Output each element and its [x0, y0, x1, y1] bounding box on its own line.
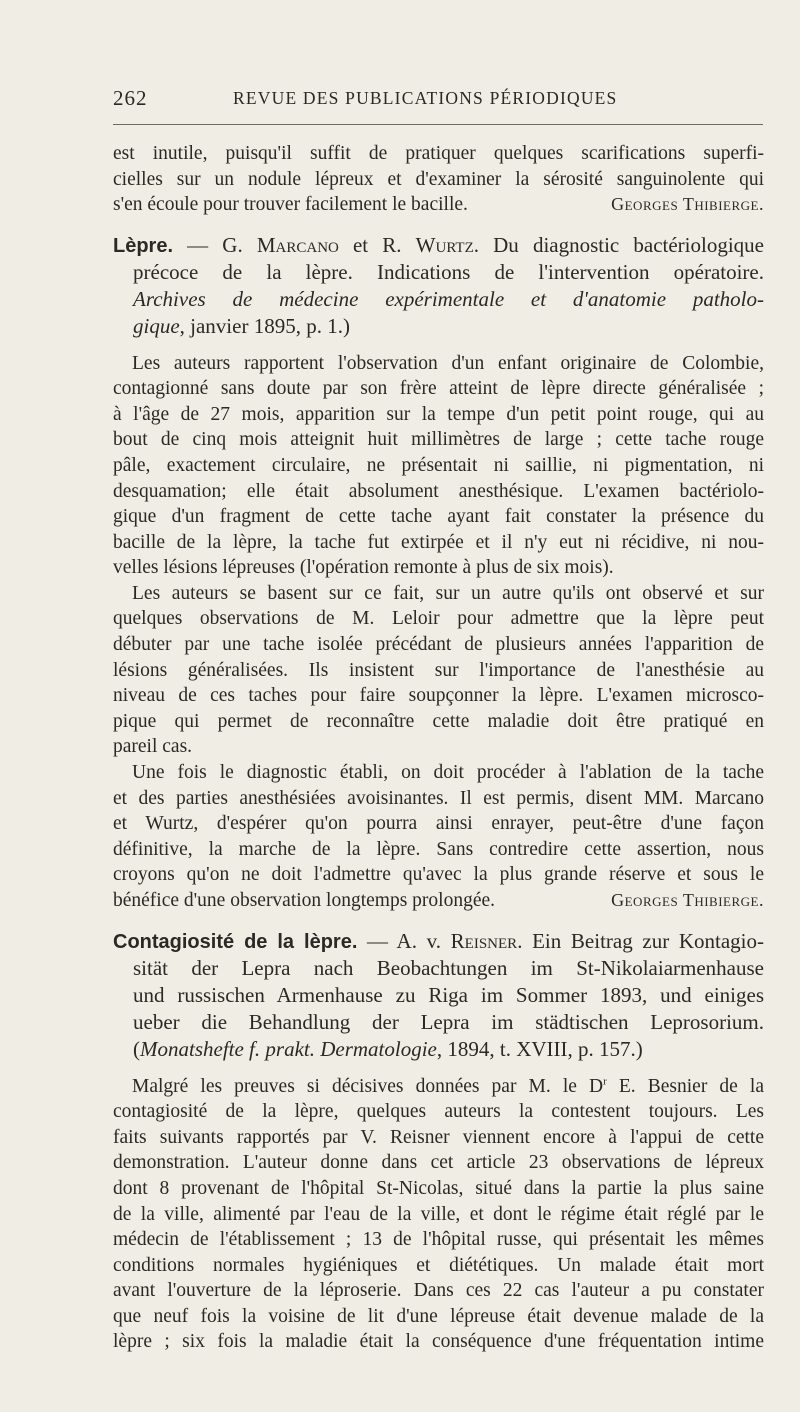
header-rule [113, 124, 763, 125]
body-line: velles lésions lépreuses (l'opération remonte à plus de six mois). [113, 557, 614, 579]
body-line: pâle, exactement circulaire, ne présentait ni saillie, ni pigmentation, ni [113, 454, 764, 476]
article-title-line: ueber die Behandlung der Lepra im städtischen Leprosorium. [133, 1010, 764, 1035]
text-line: s'en écoule pour trouver facilement le bacille. Georges Thibierge. [113, 192, 764, 218]
body-line: desquamation; elle était absolument anesthésique. L'examen bactériolo- [113, 480, 764, 502]
body-line: quelques observations de M. Leloir pour admettre que la lèpre peut [113, 608, 764, 630]
body-line: Une fois le diagnostic établi, on doit procéder à l'ablation de la tache [132, 762, 764, 784]
body-line: demonstration. L'auteur donne dans cet article 23 observations de lépreux [113, 1152, 764, 1174]
text-line: est inutile, puisqu'il suffit de pratiquer quelques scarifications superfi- [113, 143, 764, 164]
body-line: pique qui permet de reconnaître cette maladie doit être pratiqué en [113, 710, 764, 732]
article-title-line: précoce de la lèpre. Indications de l'intervention opératoire. [133, 259, 764, 284]
body-line: Les auteurs se basent sur ce fait, sur un autre qu'ils ont observé et sur [132, 582, 764, 604]
body-line: Les auteurs rapportent l'observation d'un enfant originaire de Colombie, [132, 352, 764, 374]
running-title: REVUE DES PUBLICATIONS PÉRIODIQUES [233, 88, 618, 108]
body-line: lèpre ; six fois la maladie était la conséquence d'une fréquentation intime [113, 1331, 764, 1353]
body-line: conditions normales hygiéniques et diététiques. Un malade était mort [113, 1254, 764, 1276]
section-title: Contagiosité de la lèpre. [113, 930, 358, 953]
body-line: gique d'un fragment de cette tache ayant fait constater la présence du [113, 506, 764, 528]
body-line: dont 8 provenant de l'hôpital St-Nicolas, situé dans la partie la plus saine [113, 1177, 764, 1199]
page-number: 262 [113, 86, 148, 110]
article-heading: Lèpre. — G. Marcano et R. Wurtz. Du diagnostic bactériologique [113, 232, 764, 257]
page-header [113, 86, 763, 116]
body-line: faits suivants rapportés par V. Reisner viennent encore à l'appui de cette [113, 1126, 764, 1148]
signature: Georges Thibierge. [611, 194, 764, 215]
author-name: Wurtz [415, 232, 474, 257]
body-line: Malgré les preuves si décisives données par M. le $D^r$ E. Besnier de la [132, 1075, 764, 1097]
author-name: Marcano [256, 232, 339, 257]
article-title-line: sität der Lepra nach Beobachtungen im St-Nikolaiarmenhause [133, 955, 764, 980]
body-line: niveau de ces taches pour faire soupçonner la lèpre. L'examen microsco- [113, 685, 764, 707]
body-line: lésions généralisées. Ils insistent sur l'importance de l'anesthésie au [113, 659, 764, 681]
journal-citation: Archives de médecine expérimentale et d'anatomie patholo- [133, 287, 764, 312]
body-line: contagiosité de la lèpre, quelques auteurs la contestent toujours. Les [113, 1101, 764, 1123]
journal-citation: (Monatshefte f. prakt. Dermatologie, 1894, t. XVIII, p. 157.) [133, 1037, 643, 1062]
body-line: pareil cas. [113, 736, 193, 758]
body-line: bacille de la lèpre, la tache fut extirpée et il n'y eut ni récidive, ni nou- [113, 531, 764, 553]
body-line: que neuf fois la voisine de lit d'une lépreuse était devenue malade de la [113, 1305, 764, 1327]
body-line: définitive, la marche de la lèpre. Sans contredire cette assertion, nous [113, 838, 764, 860]
section-title: Lèpre. [113, 234, 174, 257]
body-line: avant l'ouverture de la léproserie. Dans ces 22 cas l'auteur a pu constater [113, 1280, 764, 1302]
body-line: à l'âge de 27 mois, apparition sur la tempe d'un petit point rouge, qui au [113, 403, 764, 425]
article-title-line: und russischen Armenhause zu Riga im Sommer 1893, und einiges [133, 982, 764, 1007]
body-line: et des parties anesthésiées avoisinantes. Il est permis, disent MM. Marcano [113, 787, 764, 809]
body-line: bout de cinq mois atteignit huit millimètres de large ; cette tache rouge [113, 429, 764, 451]
text-column [113, 141, 764, 1355]
body-line: médecin de l'établissement ; 13 de l'hôpital russe, qui présentait les mêmes [113, 1229, 764, 1251]
text-line: cielles sur un nodule lépreux et d'examiner la sérosité sanguinolente qui [113, 168, 764, 190]
body-line: débuter par une tache isolée précédant de plusieurs années l'apparition de [113, 634, 764, 656]
signature: Georges Thibierge. [611, 890, 764, 910]
body-line: croyons qu'on ne doit l'admettre qu'avec la plus grande réserve et sous le [113, 864, 764, 886]
body-line: et Wurtz, d'espérer qu'on pourra ainsi enrayer, peut-être d'une façon [113, 813, 764, 835]
body-line: contagionné sans doute par son frère atteint de lèpre directe généralisée ; [113, 378, 764, 400]
body-line: bénéfice d'une observation longtemps prolongée. Georges Thibierge. [113, 888, 764, 914]
journal-citation: gique, janvier 1895, p. 1.) [133, 314, 350, 339]
author-name: Reisner [450, 928, 518, 953]
body-line: de la ville, alimenté par l'eau de la ville, et dont le régime était réglé par le [113, 1203, 764, 1225]
article-heading: Contagiosité de la lèpre. — A. v. Reisner. Ein Beitrag zur Kontagio- [113, 928, 764, 953]
